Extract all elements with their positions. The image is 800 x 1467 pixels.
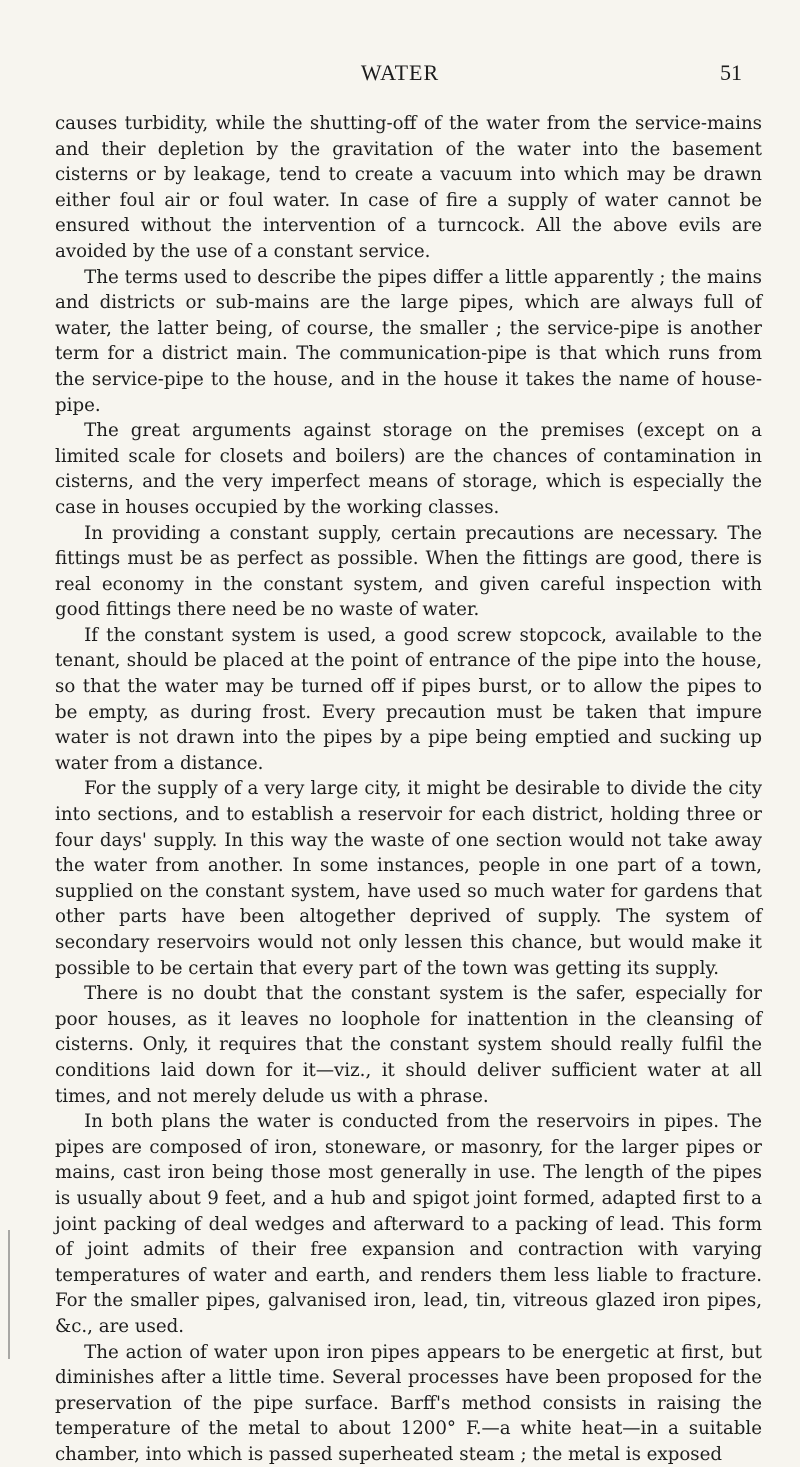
running-title: WATER (0, 60, 800, 86)
page-header (0, 60, 800, 100)
paragraph: causes turbidity, while the shutting-off of the water from the service-mains and their depletion by the gravitation of the water into the basement cisterns or by leakage, tend to create a vacuum into which may be drawn either foul air or foul water. In case of fire a supply of water cannot be ensured without the intervention of a turncock. All the above evils are avoided by the use of a constant service. (55, 111, 762, 265)
paragraph: In both plans the water is conducted from the reservoirs in pipes. The pipes are composed of iron, stoneware, or masonry, for the larger pipes or mains, cast iron being those most generally in use. The length of the pipes is usually about 9 feet, and a hub and spigot joint formed, adapted first to a joint packing of deal wedges and afterward to a packing of lead. This form of joint admits of their free expansion and contraction with varying temperatures of water and earth, and renders them less liable to fracture. For the smaller pipes, galvanised iron, lead, tin, vitreous glazed iron pipes, &c., are used. (55, 1109, 762, 1339)
page-number: 51 (720, 60, 742, 86)
scan-edge-shadow (8, 1230, 10, 1359)
paragraph: If the constant system is used, a good screw stopcock, available to the tenant, should be placed at the point of entrance of the pipe into the house, so that the water may be turned off if pipes burst, or to allow the pipes to be empty, as during frost. Every precaution must be taken that impure water is not drawn into the pipes by a pipe being emptied and sucking up water from a distance. (55, 623, 762, 777)
paragraph: For the supply of a very large city, it might be desirable to divide the city into sections, and to establish a reservoir for each district, holding three or four days' supply. In this way the waste of one section would not take away the water from another. In some instances, people in one part of a town, supplied on the constant system, have used so much water for gardens that other parts have been altogether deprived of supply. The system of secondary reservoirs would not only lessen this chance, but would make it possible to be certain that every part of the town was getting its supply. (55, 776, 762, 981)
paragraph: The great arguments against storage on the premises (except on a limited scale for closets and boilers) are the chances of contamination in cisterns, and the very imperfect means of storage, which is especially the case in houses occupied by the working classes. (55, 418, 762, 520)
body-text (55, 111, 762, 1467)
paragraph: In providing a constant supply, certain precautions are necessary. The fittings must be as perfect as possible. When the fittings are good, there is real economy in the constant system, and given careful inspection with good fittings there need be no waste of water. (55, 521, 762, 623)
paragraph: There is no doubt that the constant system is the safer, especially for poor houses, as it leaves no loophole for inattention in the cleansing of cisterns. Only, it requires that the constant system should really fulfil the conditions laid down for it—viz., it should deliver sufficient water at all times, and not merely delude us with a phrase. (55, 981, 762, 1109)
paragraph: The terms used to describe the pipes differ a little apparently ; the mains and districts or sub-mains are the large pipes, which are always full of water, the latter being, of course, the smaller ; the service-pipe is another term for a district main. The communication-pipe is that which runs from the service-pipe to the house, and in the house it takes the name of house-pipe. (55, 265, 762, 419)
paragraph: The action of water upon iron pipes appears to be energetic at first, but diminishes after a little time. Several processes have been proposed for the preservation of the pipe surface. Barff's method consists in raising the temperature of the metal to about 1200° F.—a white heat—in a suitable chamber, into which is passed superheated steam ; the metal is exposed (55, 1340, 762, 1467)
